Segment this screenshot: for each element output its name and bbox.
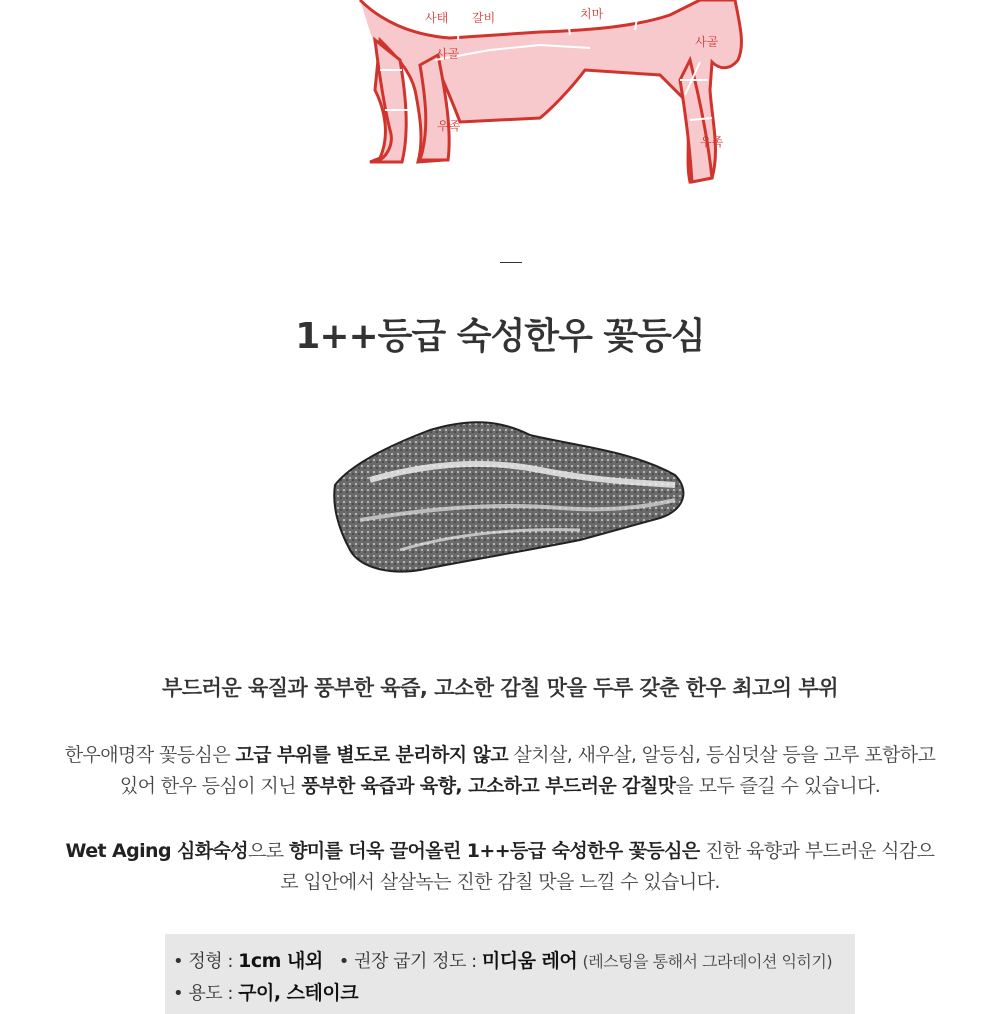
- product-title: 1++등급 숙성한우 꽃등심: [295, 316, 705, 357]
- para2-text-1: 으로: [248, 840, 289, 862]
- cut-label-flank: 치마: [580, 7, 604, 21]
- cut-label-foot-rear: 우족: [700, 135, 724, 149]
- para1-text-2: 살치살, 새우살, 알등심, 등심덧살 등을 고루 포함하고 있어 한우 등심이 지닌: [119, 744, 936, 797]
- section-divider: [500, 262, 522, 263]
- beef-cuts-diagram: [340, 0, 760, 200]
- beef-loin-image: [330, 410, 690, 580]
- product-subtitle: 부드러운 육질과 풍부한 육즙, 고소한 감칠 맛을 두루 갖춘 한우 최고의 부위: [162, 676, 838, 700]
- info-row-shape-cook: [173, 946, 832, 973]
- cut-label-shank: 사태: [425, 11, 449, 25]
- para2-bold-2: 향미를 더욱 끌어올린 1++등급 숙성한우 꽃등심은: [288, 840, 700, 862]
- shape-value: 1cm 내외: [238, 950, 323, 972]
- para1-bold-2: 풍부한 육즙과 육향, 고소하고 부드러운 감칠맛: [301, 775, 676, 797]
- cook-value: 미디움 레어: [481, 950, 578, 972]
- description-paragraph-1: [60, 740, 940, 802]
- cut-label-rib: 갈비: [472, 11, 496, 25]
- para2-bold-1: Wet Aging 심화숙성: [65, 840, 248, 862]
- product-info-box: [165, 934, 855, 1014]
- use-value: 구이, 스테이크: [238, 982, 359, 1004]
- cook-note: (레스팅을 통해서 그라데이션 익히기): [582, 952, 833, 971]
- cut-label-bone-rear: 사골: [695, 35, 719, 49]
- info-row-use: [173, 978, 358, 1005]
- cut-label-bone: 사골: [436, 47, 460, 61]
- para1-text-3: 을 모두 즐길 수 있습니다.: [675, 775, 881, 797]
- cook-label: • 권장 굽기 정도 :: [338, 951, 482, 972]
- use-label: • 용도 :: [173, 983, 239, 1004]
- shape-label: • 정형 :: [173, 951, 239, 972]
- description-paragraph-2: [60, 836, 940, 898]
- para2-text-2: 진한 육향과 부드러운 식감으로 입안에서 살살녹는 진한 감칠 맛을 느낄 수 있습니다.: [280, 840, 935, 893]
- para1-text-1: 한우애명작 꽃등심은: [64, 744, 236, 766]
- cut-label-foot: 우족: [437, 119, 461, 133]
- para1-bold-1: 고급 부위를 별도로 분리하지 않고: [235, 744, 509, 766]
